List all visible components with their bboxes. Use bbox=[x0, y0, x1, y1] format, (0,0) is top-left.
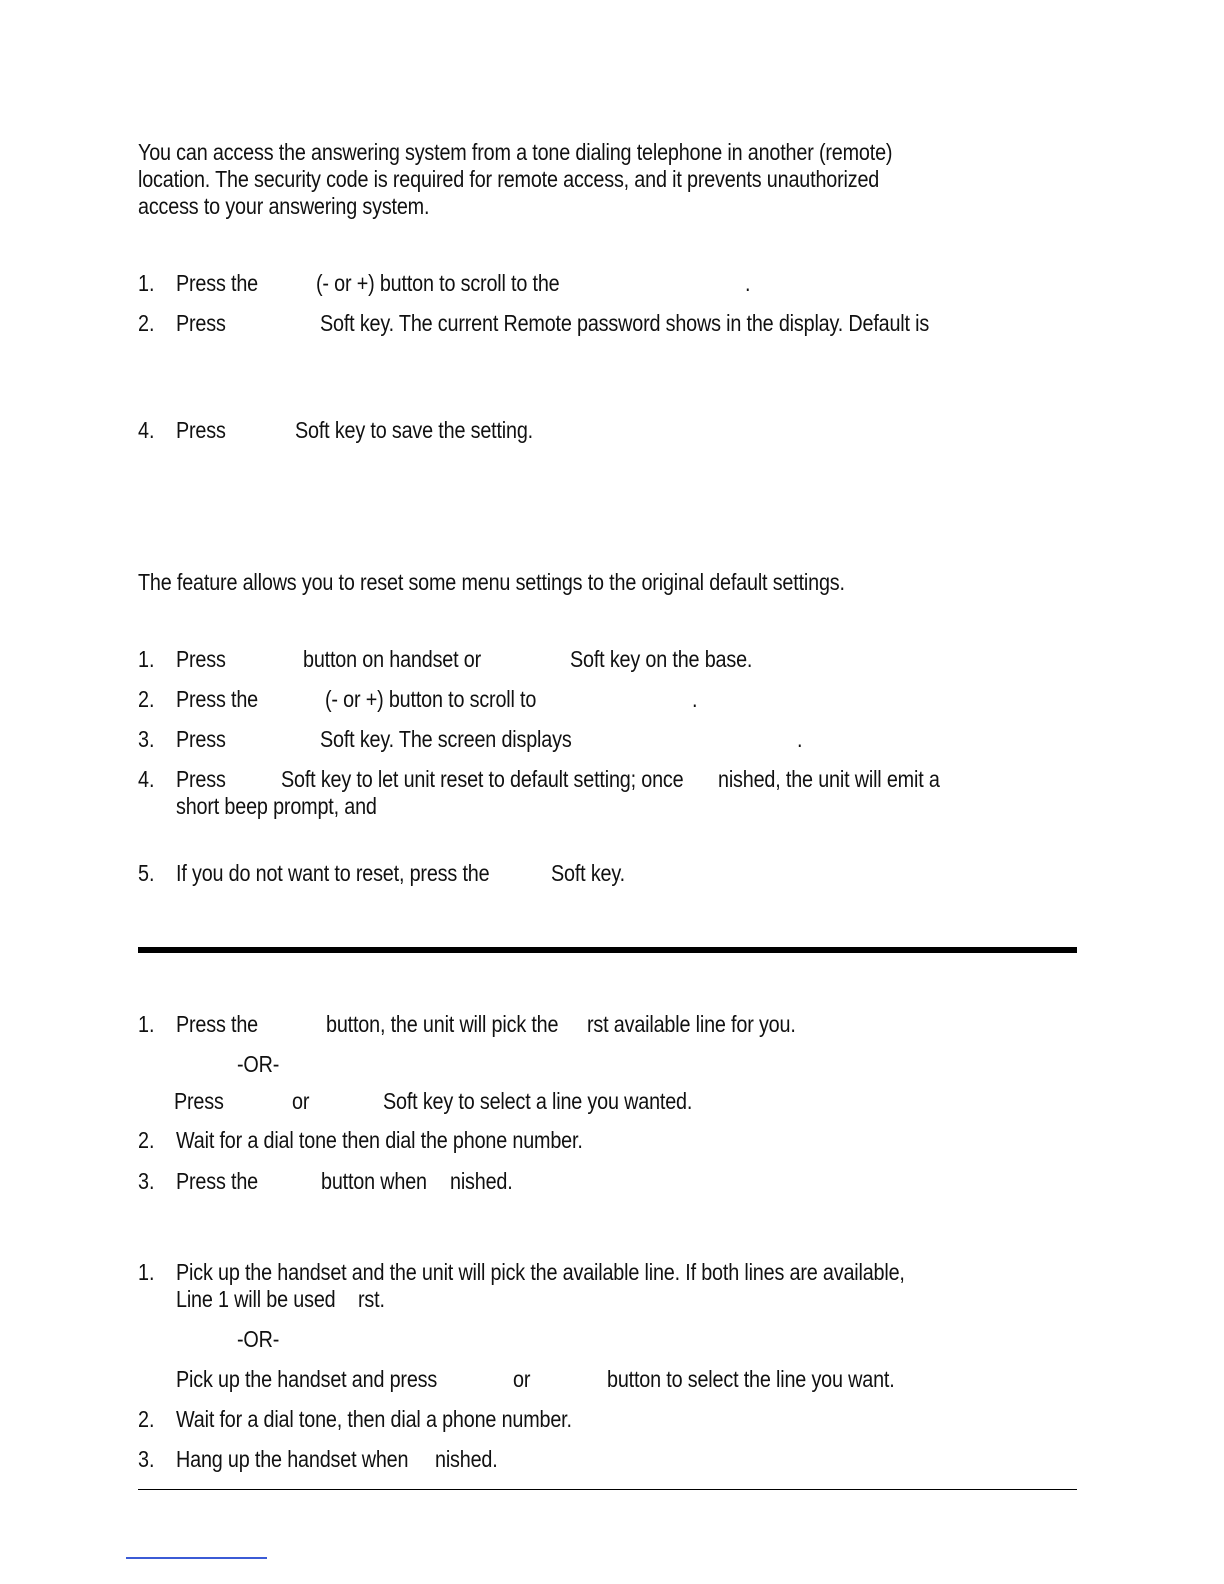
section-divider-thin bbox=[138, 1489, 1077, 1490]
step-number: 1. bbox=[138, 1011, 155, 1037]
step-text: Press bbox=[176, 726, 226, 752]
step-number: 4. bbox=[138, 766, 155, 792]
step-text: Press bbox=[176, 310, 226, 336]
remote-access-intro-line-3: access to your answering system. bbox=[138, 193, 430, 219]
or-separator: -OR- bbox=[237, 1051, 280, 1077]
step-text: Press the bbox=[176, 1168, 259, 1194]
step-text: Wait for a dial tone, then dial a phone number. bbox=[176, 1406, 572, 1432]
step-text: . bbox=[745, 270, 751, 296]
step-text-line-2: Line 1 will be used bbox=[176, 1286, 336, 1312]
step-text: Press the bbox=[176, 270, 259, 296]
step-text: nished, the unit will emit a bbox=[718, 766, 940, 792]
step-text: Pick up the handset and press bbox=[176, 1366, 438, 1392]
step-number: 4. bbox=[138, 417, 155, 443]
step-text: or bbox=[513, 1366, 531, 1392]
footer-underline bbox=[126, 1557, 267, 1559]
step-number: 1. bbox=[138, 1259, 155, 1285]
step-text: Wait for a dial tone then dial the phone number. bbox=[176, 1127, 583, 1153]
step-text: or bbox=[292, 1088, 310, 1114]
remote-access-intro-line-2: location. The security code is required for remote access, and it prevents unauthorized bbox=[138, 166, 880, 192]
reset-intro: The feature allows you to reset some menu settings to the original default settings. bbox=[138, 569, 845, 595]
step-text: nished. bbox=[450, 1168, 513, 1194]
step-text: Soft key to select a line you wanted. bbox=[383, 1088, 693, 1114]
step-text: Press bbox=[176, 417, 226, 443]
step-number: 2. bbox=[138, 310, 155, 336]
step-text: Soft key on the base. bbox=[570, 646, 753, 672]
step-text: If you do not want to reset, press the bbox=[176, 860, 490, 886]
remote-access-intro-line-1: You can access the answering system from a tone dialing telephone in another (remote) bbox=[138, 139, 893, 165]
step-text-line-2: short beep prompt, and bbox=[176, 793, 377, 819]
step-text: rst available line for you. bbox=[587, 1011, 796, 1037]
section-divider-thick bbox=[138, 947, 1077, 953]
step-text: Soft key to save the setting. bbox=[295, 417, 534, 443]
step-text: button, the unit will pick the bbox=[326, 1011, 559, 1037]
step-text: Press bbox=[174, 1088, 224, 1114]
step-number: 2. bbox=[138, 1406, 155, 1432]
step-number: 2. bbox=[138, 1127, 155, 1153]
step-text: Press the bbox=[176, 686, 259, 712]
step-text: nished. bbox=[435, 1446, 498, 1472]
step-text: Press bbox=[176, 646, 226, 672]
step-text: (- or +) button to scroll to bbox=[325, 686, 537, 712]
step-number: 3. bbox=[138, 1446, 155, 1472]
step-number: 3. bbox=[138, 726, 155, 752]
step-text: (- or +) button to scroll to the bbox=[316, 270, 560, 296]
step-text-line-2: rst. bbox=[358, 1286, 385, 1312]
step-text: button on handset or bbox=[303, 646, 482, 672]
step-text: Press the bbox=[176, 1011, 259, 1037]
step-text: Pick up the handset and the unit will pick the available line. If both lines are available, bbox=[176, 1259, 905, 1285]
step-number: 5. bbox=[138, 860, 155, 886]
step-text: Soft key to let unit reset to default setting; once bbox=[281, 766, 684, 792]
step-text: . bbox=[692, 686, 698, 712]
step-number: 2. bbox=[138, 686, 155, 712]
step-text: Soft key. The screen displays bbox=[320, 726, 572, 752]
step-text: . bbox=[797, 726, 803, 752]
step-text: Hang up the handset when bbox=[176, 1446, 409, 1472]
step-text: button when bbox=[321, 1168, 427, 1194]
step-text: button to select the line you want. bbox=[607, 1366, 895, 1392]
step-number: 3. bbox=[138, 1168, 155, 1194]
or-separator: -OR- bbox=[237, 1326, 280, 1352]
step-text: Press bbox=[176, 766, 226, 792]
step-number: 1. bbox=[138, 270, 155, 296]
step-number: 1. bbox=[138, 646, 155, 672]
step-text: Soft key. The current Remote password shows in the display. Default is bbox=[320, 310, 930, 336]
step-text: Soft key. bbox=[551, 860, 625, 886]
